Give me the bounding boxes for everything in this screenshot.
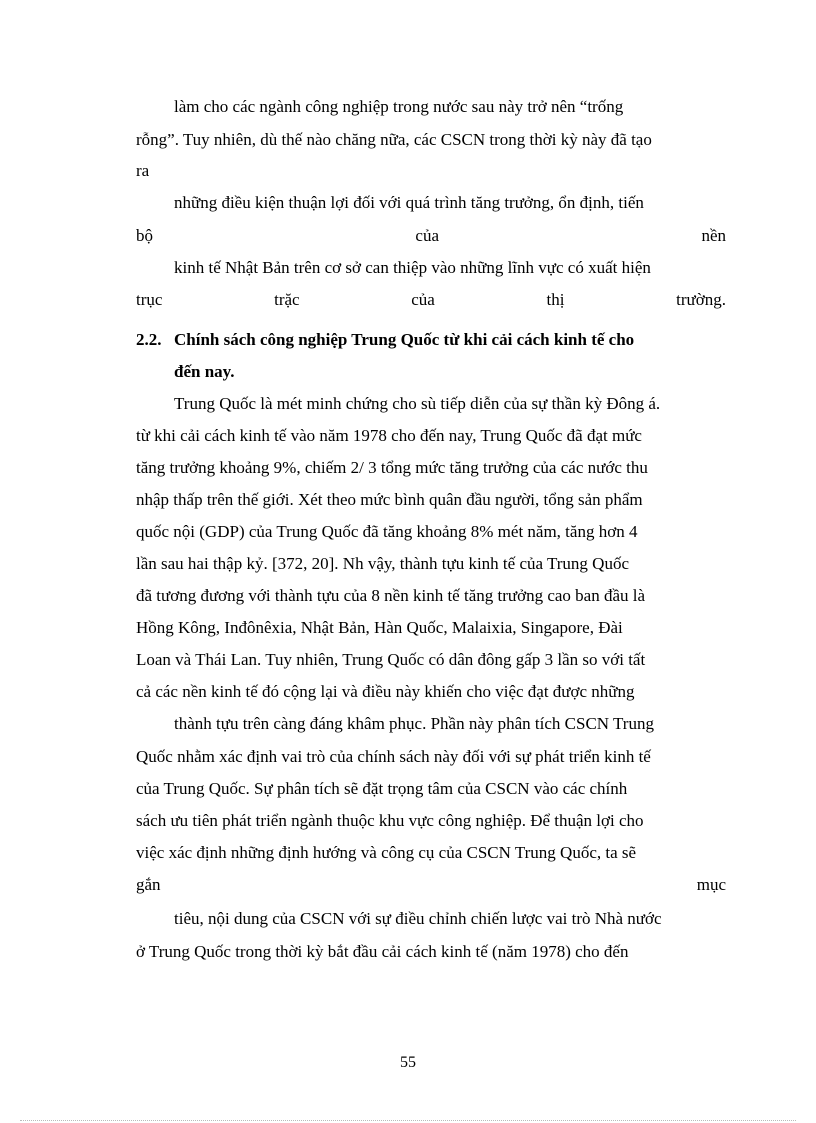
- word: của: [415, 226, 440, 245]
- section-heading: đến nay.: [174, 362, 235, 381]
- word: gắn: [136, 875, 161, 894]
- paragraph-line: việc xác định những định hướng và công cụ của CSCN Trung Quốc, ta sẽ: [136, 843, 637, 862]
- word: bộ: [136, 226, 153, 245]
- footer-divider: [20, 1120, 796, 1121]
- word: trường.: [676, 290, 726, 309]
- paragraph-line: quốc nội (GDP) của Trung Quốc đã tăng khoảng 8% mét năm, tăng hơn 4: [136, 522, 638, 541]
- word: trặc: [274, 290, 300, 309]
- justified-line: [136, 290, 726, 310]
- word: của: [411, 290, 435, 309]
- paragraph-line: cả các nền kinh tế đó cộng lại và điều này khiến cho việc đạt được những: [136, 682, 635, 701]
- section-heading: Chính sách công nghiệp Trung Quốc từ khi cải cách kinh tế cho: [174, 330, 635, 349]
- paragraph-line: thành tựu trên càng đáng khâm phục. Phần này phân tích CSCN Trung: [174, 714, 654, 733]
- word: nền: [701, 226, 726, 245]
- paragraph-line: những điều kiện thuận lợi đối với quá trình tăng trưởng, ổn định, tiến: [174, 193, 644, 212]
- paragraph-line: Hồng Kông, Inđônêxia, Nhật Bản, Hàn Quốc, Malaixia, Singapore, Đài: [136, 618, 623, 637]
- paragraph-line: kinh tế Nhật Bản trên cơ sở can thiệp vào những lĩnh vực có xuất hiện: [174, 258, 651, 277]
- paragraph-line: làm cho các ngành công nghiệp trong nước sau này trở nên “trống: [174, 97, 624, 116]
- paragraph-line: rỗng”. Tuy nhiên, dù thế nào chăng nữa, các CSCN trong thời kỳ này đã tạo: [136, 130, 652, 149]
- justified-line: [136, 226, 726, 246]
- word: mục: [696, 875, 726, 894]
- paragraph-line: Quốc nhằm xác định vai trò của chính sách này đối với sự phát triển kinh tế: [136, 747, 651, 766]
- section-number: 2.2.: [136, 330, 162, 349]
- paragraph-line: nhập thấp trên thế giới. Xét theo mức bình quân đầu người, tổng sản phẩm: [136, 490, 643, 509]
- page-number: 55: [400, 1054, 416, 1071]
- paragraph-line: từ khi cải cách kinh tế vào năm 1978 cho đến nay, Trung Quốc đã đạt mức: [136, 426, 642, 445]
- justified-line: [136, 875, 726, 895]
- paragraph-line: tiêu, nội dung của CSCN với sự điều chỉnh chiến lược vai trò Nhà nước: [174, 909, 662, 928]
- word: trục: [136, 290, 163, 309]
- paragraph-line: của Trung Quốc. Sự phân tích sẽ đặt trọng tâm của CSCN vào các chính: [136, 779, 628, 798]
- paragraph-line: đã tương đương với thành tựu của 8 nền kinh tế tăng trưởng cao ban đầu là: [136, 586, 646, 605]
- paragraph-line: sách ưu tiên phát triển ngành thuộc khu vực công nghiệp. Để thuận lợi cho: [136, 811, 644, 830]
- paragraph-line: tăng trưởng khoảng 9%, chiếm 2/ 3 tổng mức tăng trưởng của các nước thu: [136, 458, 648, 477]
- paragraph-line: Loan và Thái Lan. Tuy nhiên, Trung Quốc có dân đông gấp 3 lần so với tất: [136, 650, 646, 669]
- word: thị: [546, 290, 565, 309]
- paragraph-line: ra: [136, 161, 150, 180]
- paragraph-line: ở Trung Quốc trong thời kỳ bắt đầu cải cách kinh tế (năm 1978) cho đến: [136, 942, 629, 961]
- paragraph-line: Trung Quốc là mét minh chứng cho sù tiếp diễn của sự thần kỳ Đông á.: [174, 394, 661, 413]
- paragraph-line: lần sau hai thập kỷ. [372, 20]. Nh vậy, thành tựu kinh tế của Trung Quốc: [136, 554, 630, 573]
